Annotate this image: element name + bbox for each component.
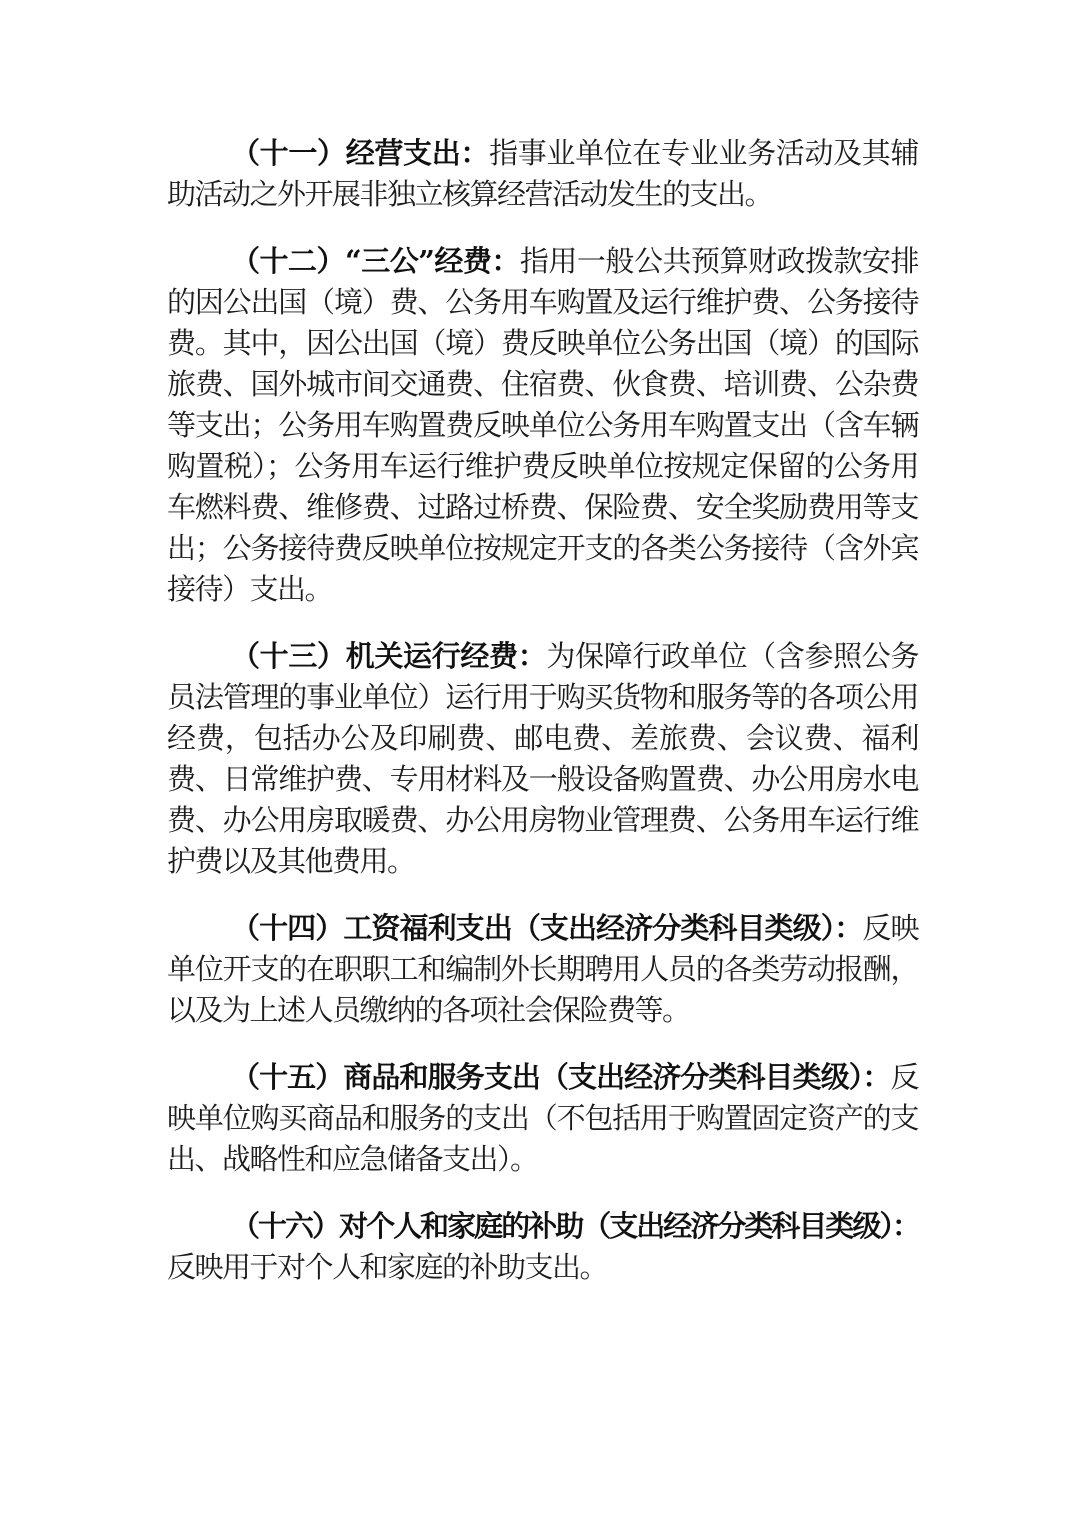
clause-paragraph-13 <box>167 636 918 882</box>
clause-body: 反映单位开支的在职职工和编制外长期聘用人员的各类劳动报酬，以及为上述人员缴纳的各项社会保险费等。 <box>167 911 918 1027</box>
clause-heading: （十一）经营支出： <box>231 136 490 170</box>
clause-body: 为保障行政单位（含参照公务员法管理的事业单位）运行用于购买货物和服务等的各项公用经费，包括办公及印刷费、邮电费、差旅费、会议费、福利费、日常维护费、专用材料及一般设备购置费、办公用房水电费、办公用房取暖费、办公用房物业管理费、公务用车运行维护费以及其他费用。 <box>167 639 918 878</box>
clause-body: 反映用于对个人和家庭的补助支出。 <box>167 1250 608 1284</box>
clause-body: 反映单位购买商品和服务的支出（不包括用于购置固定资产的支出、战略性和应急储备支出）。 <box>167 1060 918 1176</box>
clause-body: 指用一般公共预算财政拨款安排的因公出国（境）费、公务用车购置及运行维护费、公务接待费。其中，因公出国（境）费反映单位公务出国（境）的国际旅费、国外城市间交通费、住宿费、伙食费、培训费、公杂费等支出；公务用车购置费反映单位公务用车购置支出（含车辆购置税）；公务用车运行维护费反映单位按规定保留的公务用车燃料费、维修费、过路过桥费、保险费、安全奖励费用等支出；公务接待费反映单位按规定开支的各类公务接待（含外宾接待）支出。 <box>167 244 918 606</box>
clause-heading: （十五）商品和服务支出（支出经济分类科目类级）： <box>231 1060 891 1094</box>
clause-heading: （十六）对个人和家庭的补助（支出经济分类科目类级）： <box>231 1209 918 1243</box>
clause-paragraph-12 <box>167 241 918 610</box>
clause-paragraph-15 <box>167 1057 918 1180</box>
clause-heading: （十三）机关运行经费： <box>231 639 547 673</box>
clause-body: 指事业单位在专业业务活动及其辅助活动之外开展非独立核算经营活动发生的支出。 <box>167 136 918 211</box>
clause-heading: （十四）工资福利支出（支出经济分类科目类级）： <box>231 911 863 945</box>
clause-paragraph-16 <box>167 1206 918 1288</box>
clause-paragraph-14 <box>167 908 918 1031</box>
clause-paragraph-11 <box>167 133 918 215</box>
clause-heading: （十二）“三公”经费： <box>231 244 520 278</box>
